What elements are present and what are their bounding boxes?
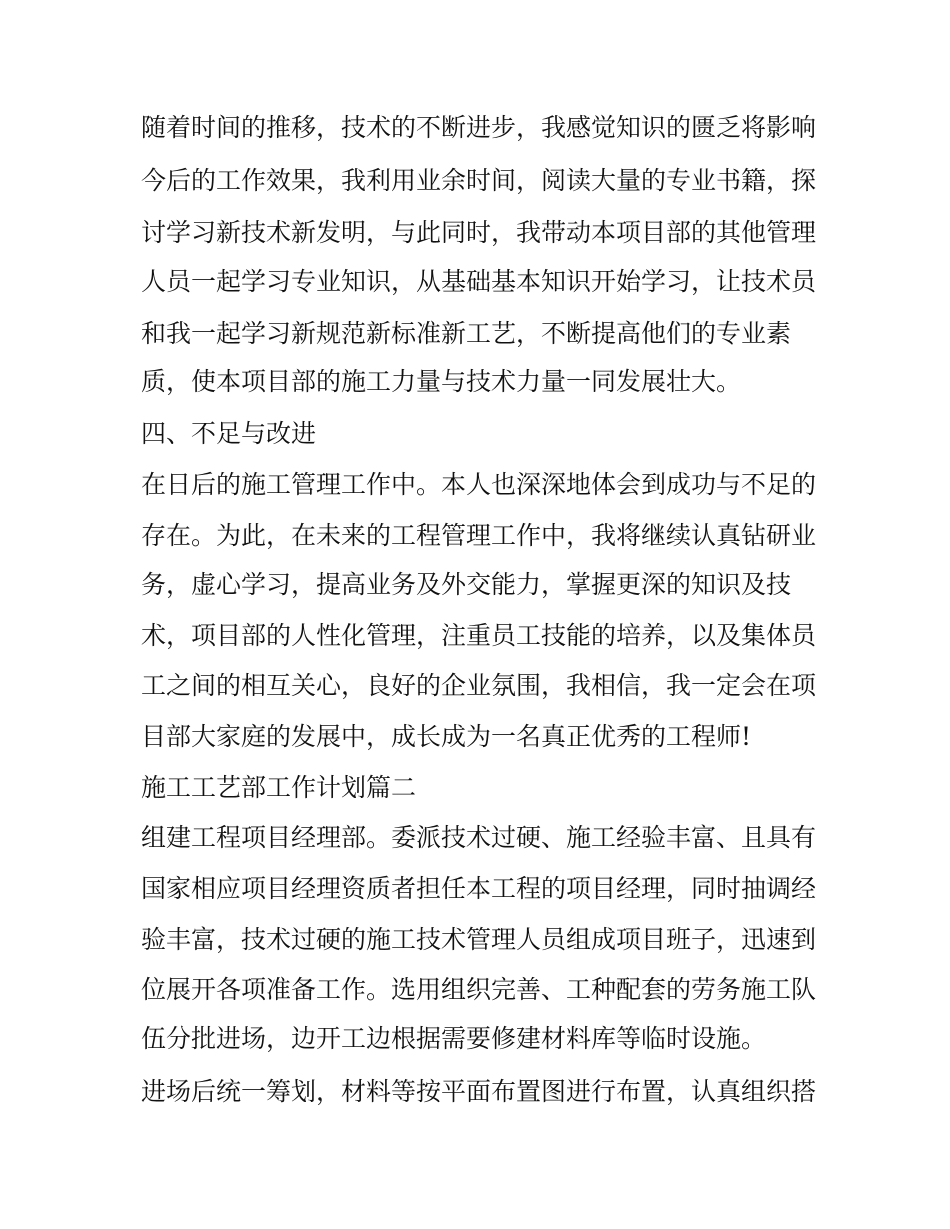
text-line: 务，虚心学习，提高业务及外交能力，掌握更深的知识及技: [141, 570, 792, 599]
text-line: 位展开各项准备工作。选用组织完善、工种配套的劳务施工队: [141, 975, 817, 1004]
section-heading: 施工工艺部工作计划篇二: [141, 773, 417, 802]
text-line: 随着时间的推移，技术的不断进步，我感觉知识的匮乏将影响: [141, 113, 817, 142]
text-line: 在日后的施工管理工作中。本人也深深地体会到成功与不足的: [141, 470, 817, 499]
text-line: 术，项目部的人性化管理，注重员工技能的培养，以及集体员: [141, 621, 817, 650]
text-line: 讨学习新技术新发明，与此同时，我带动本项目部的其他管理: [141, 218, 817, 247]
text-line: 和我一起学习新规范新标准新工艺，不断提高他们的专业素: [141, 319, 792, 348]
text-line: 今后的工作效果，我利用业余时间，阅读大量的专业书籍，探: [141, 166, 817, 195]
text-line: 质，使本项目部的施工力量与技术力量一同发展壮大。: [141, 367, 742, 396]
text-line: 伍分批进场，边开工边根据需要修建材料库等临时设施。: [141, 1024, 767, 1053]
section-heading: 四、不足与改进: [141, 419, 317, 448]
text-line: 国家相应项目经理资质者担任本工程的项目经理，同时抽调经: [141, 874, 817, 903]
text-line: 存在。为此，在未来的工程管理工作中，我将继续认真钻研业: [141, 521, 817, 550]
text-line: 人员一起学习专业知识，从基础基本知识开始学习，让技术员: [141, 267, 817, 296]
text-line: 工之间的相互关心，良好的企业氛围，我相信，我一定会在项: [141, 671, 817, 700]
text-line: 组建工程项目经理部。委派技术过硬、施工经验丰富、且具有: [141, 823, 817, 852]
text-line: 验丰富，技术过硬的施工技术管理人员组成项目班子，迅速到: [141, 925, 817, 954]
text-line: 目部大家庭的发展中，成长成为一名真正优秀的工程师!: [141, 722, 752, 751]
text-line: 进场后统一筹划，材料等按平面布置图进行布置，认真组织搭: [141, 1077, 817, 1106]
